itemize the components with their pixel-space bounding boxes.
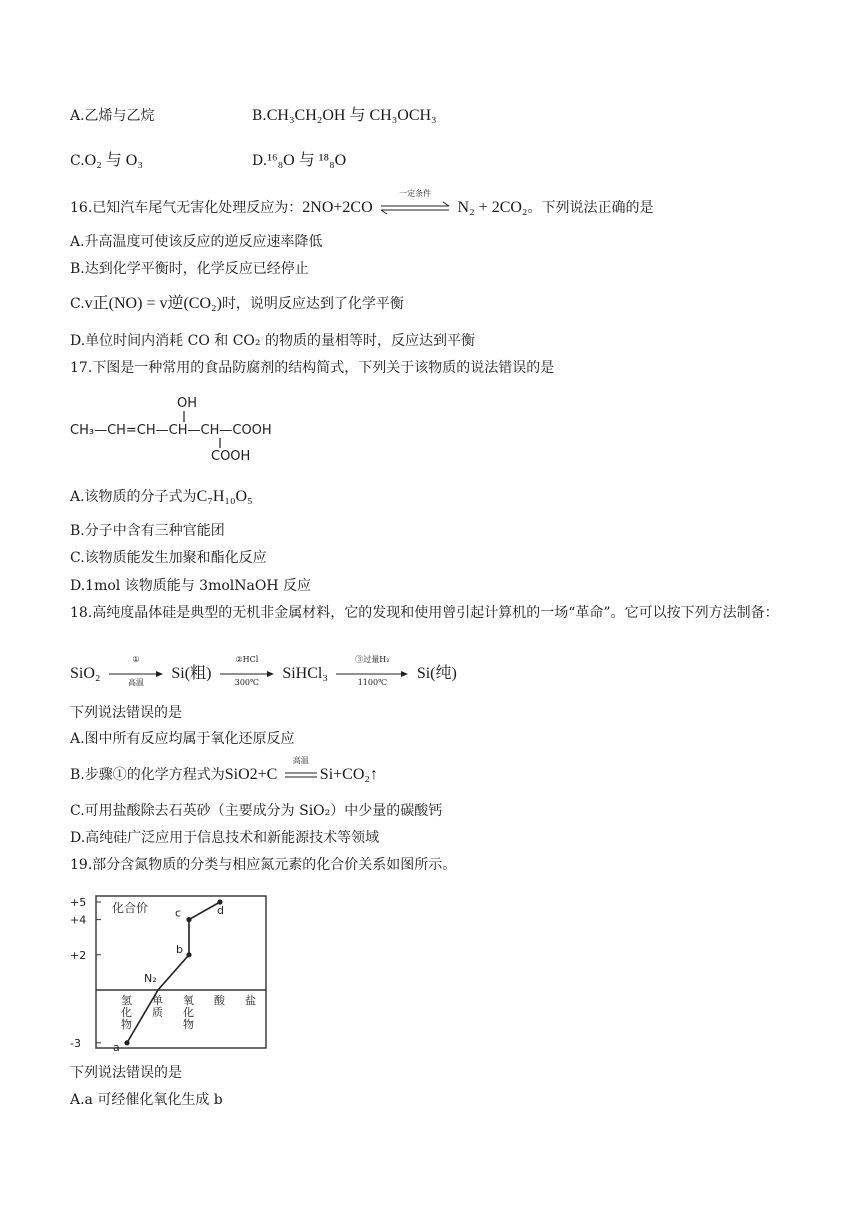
y-tick-label: -3 — [70, 1036, 81, 1050]
x-category-label: 氢 — [121, 994, 132, 1007]
q16-stem: 16.已知汽车尾气无害化处理反应为：2NO+2CO 一定条件 N₂ + 2CO₂。下列说法正确的是 — [70, 189, 654, 216]
point-a — [124, 1040, 129, 1045]
y-tick-label: +2 — [70, 948, 87, 962]
x-category-label: 盐 — [245, 994, 256, 1007]
x-category-label: 单 — [152, 994, 163, 1007]
q18-question: 下列说法错误的是 — [70, 705, 182, 721]
q16-option-b: B.达到化学平衡时，化学反应已经停止 — [70, 261, 309, 277]
point-label: a — [113, 1040, 120, 1054]
q18-route: SiO₂ ① 高温 Si(粗) ②HCl 300℃ SiHCl₃ ③过量H₂ 1100℃ Si(纯) — [70, 655, 457, 687]
q18-stem: 18.高纯度晶体硅是典型的无机非金属材料，它的发现和使用曾引起计算机的一场“革命”。它可以按下列方法制备： — [70, 605, 779, 621]
point-label: b — [176, 942, 183, 956]
point-label: d — [217, 904, 224, 917]
reversible-arrow: 一定条件 — [379, 200, 451, 216]
q15-option-b: B.CH₃CH₂OH 与 CH₃OCH₃ — [252, 107, 437, 124]
valence-series-line — [127, 902, 220, 1043]
x-category-label: 物 — [183, 1018, 194, 1031]
q15-option-d: D.¹⁶₈O 与 ¹⁸₈O — [252, 152, 347, 169]
q17-structure-formula — [68, 392, 308, 464]
q18-option-b: B.步骤①的化学方程式为SiO2+C 高温 Si+CO₂↑ — [70, 756, 378, 783]
q17-option-d: D.1mol 该物质能与 3molNaOH 反应 — [70, 578, 311, 594]
x-category-label: 氧 — [183, 994, 194, 1007]
point-label: N₂ — [144, 972, 157, 985]
y-tick-label: +5 — [70, 896, 87, 909]
point-b — [186, 952, 191, 957]
structure-top-group: OH — [177, 396, 198, 411]
q18-option-c: C.可用盐酸除去石英砂（主要成分为 SiO₂）中少量的碳酸钙 — [70, 803, 443, 819]
x-category-label: 物 — [121, 1018, 132, 1031]
q19-stem: 19.部分含氮物质的分类与相应氮元素的化合价关系如图所示。 — [70, 857, 457, 873]
q15-option-c: C.O₂ 与 O₃ — [70, 152, 143, 169]
y-tick-label: +4 — [70, 913, 87, 927]
q18-option-d: D.高纯硅广泛应用于信息技术和新能源技术等领域 — [70, 830, 380, 846]
q19-option-a: A.a 可经催化氧化生成 b — [70, 1092, 223, 1108]
structure-bottom-group: COOH — [211, 449, 251, 464]
q19-question: 下列说法错误的是 — [70, 1065, 182, 1081]
x-category-label: 质 — [152, 1006, 163, 1019]
q17-stem: 17.下图是一种常用的食品防腐剂的结构简式，下列关于该物质的说法错误的是 — [70, 360, 555, 376]
equals-condition-icon — [284, 767, 318, 783]
x-category-label: 化 — [121, 1006, 132, 1019]
q17-option-a: A.该物质的分子式为C₇H₁₀O₅ — [70, 488, 253, 505]
q15-option-a: A.乙烯与乙烷 — [70, 108, 155, 124]
x-category-label: 酸 — [214, 994, 225, 1007]
point-c — [186, 917, 191, 922]
structure-main-chain: CH₃—CH=CH—CH—CH—COOH — [70, 423, 272, 438]
q16-option-a: A.升高温度可使该反应的逆反应速率降低 — [70, 234, 323, 250]
q16-option-c: C.v正(NO) = v逆(CO₂)时，说明反应达到了化学平衡 — [70, 295, 404, 312]
chart-title: 化合价 — [112, 901, 149, 915]
q17-option-b: B.分子中含有三种官能团 — [70, 523, 225, 539]
q17-option-c: C.该物质能发生加聚和酯化反应 — [70, 550, 267, 566]
point-label: c — [175, 906, 182, 920]
equilibrium-arrow-icon — [379, 200, 451, 216]
q18-option-a: A.图中所有反应均属于氧化还原反应 — [70, 731, 295, 747]
x-category-label: 化 — [183, 1006, 194, 1019]
q16-option-d: D.单位时间内消耗 CO 和 CO₂ 的物质的量相等时，反应达到平衡 — [70, 333, 475, 349]
nitrogen-valence-chart — [68, 890, 272, 1054]
